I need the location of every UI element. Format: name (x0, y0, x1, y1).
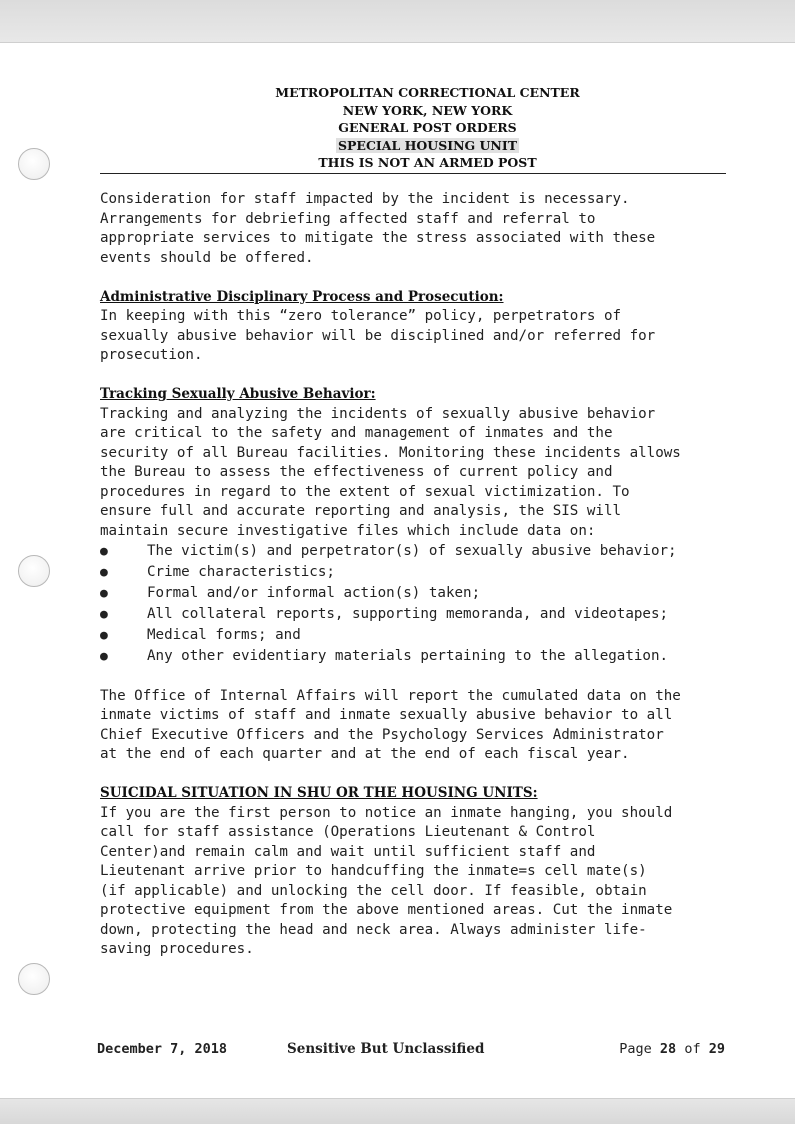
text-line: If you are the first person to notice an inmate hanging, you should (100, 804, 673, 821)
text-line: Arrangements for debriefing affected staff and referral to (100, 210, 596, 227)
document-body (100, 190, 765, 960)
bullet-icon: ● (100, 565, 108, 580)
text-line: down, protecting the head and neck area. Always administer life- (100, 921, 647, 938)
punch-hole-top (18, 148, 50, 180)
bullet-icon: ● (100, 628, 108, 643)
text-line: at the end of each quarter and at the end of each fiscal year. (100, 746, 630, 762)
list-item (100, 583, 765, 604)
section-heading: Administrative Disciplinary Process and Prosecution: (100, 288, 504, 305)
text-line: the Bureau to assess the effectiveness of current policy and (100, 464, 613, 480)
text-line: inmate victims of staff and inmate sexually abusive behavior to all (100, 707, 673, 723)
text-line: procedures in regard to the extent of sexual victimization. To (100, 483, 630, 500)
text-line: protective equipment from the above mentioned areas. Cut the inmate (100, 902, 673, 918)
list-item-text: Any other evidentiary materials pertaining to the allegation. (147, 648, 669, 664)
text-line: Chief Executive Officers and the Psychology Services Administrator (100, 726, 664, 743)
text-line: are critical to the safety and management of inmates and the (100, 425, 613, 441)
scan-top-edge (0, 0, 795, 43)
list-item (100, 604, 765, 625)
bullet-icon: ● (100, 544, 108, 559)
text-line: Lieutenant arrive prior to handcuffing the inmate=s cell mate(s) (100, 863, 647, 879)
list-item (100, 625, 765, 646)
text-line: Center)and remain calm and wait until sufficient staff and (100, 843, 596, 860)
document-header (160, 84, 695, 172)
page-footer (97, 1041, 725, 1063)
page-current: 28 (659, 1041, 677, 1057)
section-heading: Tracking Sexually Abusive Behavior: (100, 386, 376, 402)
list-item (100, 541, 765, 562)
header-city: NEW YORK, NEW YORK (342, 102, 513, 118)
bullet-icon: ● (100, 649, 108, 664)
list-item-text: Medical forms; and (147, 627, 301, 643)
list-item (100, 646, 765, 667)
list-item-text: The victim(s) and perpetrator(s) of sexually abusive behavior; (147, 543, 677, 559)
bullet-icon: ● (100, 607, 108, 622)
page-number (619, 1041, 725, 1057)
footer-classification: Sensitive But Unclassified (287, 1041, 485, 1057)
text-line: ensure full and accurate reporting and analysis, the SIS will (100, 503, 622, 519)
header-rule (100, 173, 726, 174)
internal-affairs-paragraph (100, 687, 765, 765)
suicidal-situation-section (100, 784, 765, 960)
header-orders: GENERAL POST ORDERS (338, 120, 517, 135)
text-line: Tracking and analyzing the incidents of sexually abusive behavior (100, 405, 656, 422)
text-line: saving procedures. (100, 941, 254, 957)
text-line: (if applicable) and unlocking the cell door. If feasible, obtain (100, 882, 647, 899)
tracking-section (100, 385, 765, 667)
text-line: The Office of Internal Affairs will report the cumulated data on the (100, 687, 681, 704)
page-total: 29 (708, 1041, 725, 1057)
text-line: call for staff assistance (Operations Lieutenant & Control (100, 824, 596, 840)
section-heading: SUICIDAL SITUATION IN SHU OR THE HOUSING UNITS: (100, 785, 538, 801)
text-line: In keeping with this “zero tolerance” policy, perpetrators of (100, 308, 622, 324)
list-item (100, 562, 765, 583)
punch-hole-bottom (18, 963, 50, 995)
page-word: Page (619, 1041, 652, 1057)
footer-date: December 7, 2018 (97, 1041, 228, 1057)
bullet-icon: ● (100, 586, 108, 601)
text-line: events should be offered. (100, 249, 314, 266)
list-item-text: Crime characteristics; (147, 564, 335, 580)
header-unit (160, 137, 695, 155)
text-line: Consideration for staff impacted by the incident is necessary. (100, 191, 630, 207)
header-unit-text: SPECIAL HOUSING UNIT (338, 137, 517, 153)
text-line: maintain secure investigative files which include data on: (100, 522, 596, 539)
text-line: sexually abusive behavior will be disciplined and/or referred for (100, 327, 656, 344)
header-post-status: THIS IS NOT AN ARMED POST (318, 155, 537, 170)
text-line: security of all Bureau facilities. Monitoring these incidents allows (100, 444, 681, 461)
intro-paragraph (100, 190, 765, 268)
list-item-text: Formal and/or informal action(s) taken; (147, 585, 481, 601)
text-line: appropriate services to mitigate the stress associated with these (100, 230, 656, 246)
header-facility: METROPOLITAN CORRECTIONAL CENTER (275, 85, 580, 100)
scan-bottom-edge (0, 1098, 795, 1124)
text-line: prosecution. (100, 347, 203, 363)
of-word: of (684, 1041, 701, 1057)
investigative-files-list (100, 541, 765, 667)
list-item-text: All collateral reports, supporting memoranda, and videotapes; (147, 606, 669, 622)
punch-hole-middle (18, 555, 50, 587)
discipline-section (100, 288, 765, 366)
